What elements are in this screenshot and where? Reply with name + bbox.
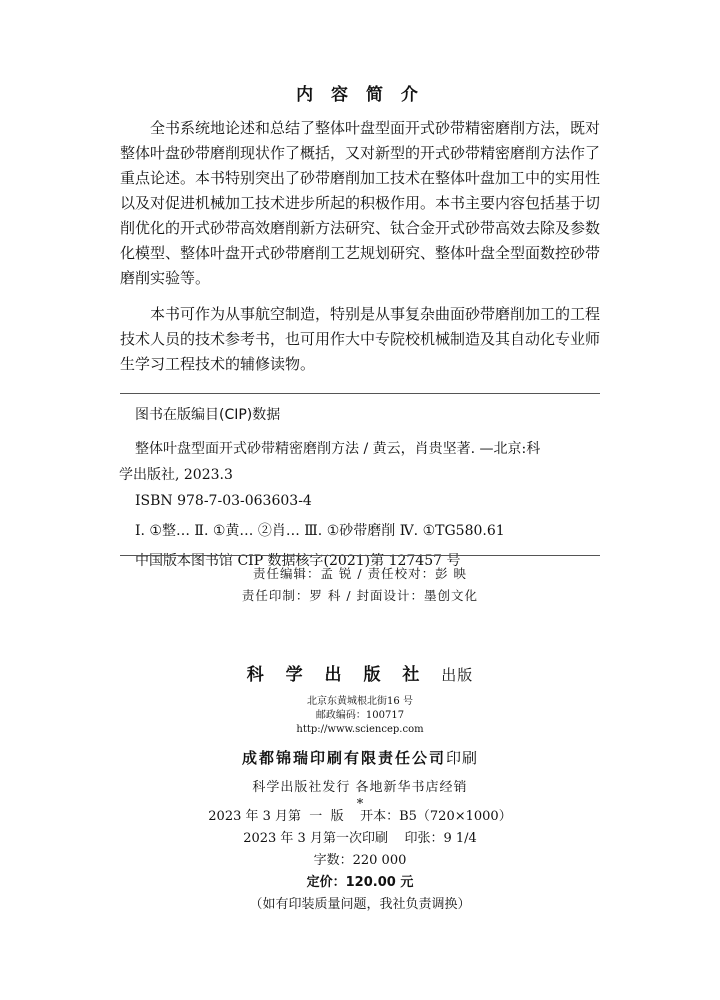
cip-entry-line1: 整体叶盘型面开式砂带精密磨削方法 / 黄云，肖贵坚著. —北京:科 — [135, 441, 541, 457]
cip-classification: Ⅰ. ①整… Ⅱ. ①黄… ②肖… Ⅲ. ①砂带磨削 Ⅳ. ①TG580.61 — [135, 523, 505, 539]
publisher-name-line — [0, 660, 720, 685]
summary-paragraph-1: 全书系统地论述和总结了整体叶盘型面开式砂带精密磨削方法，既对整体叶盘砂带磨削现状作了概括，又对新型的开式砂带精密磨削方法作了重点论述。本书特别突出了砂带磨削加工技术在整体叶盘加工中的实用性以及对促进机械加工技术进步所起的积极作用。本书主要内容包括基于切削优化的开式砂带高效磨削新方法研究、钛合金开式砂带高效去除及参数化模型、整体叶盘开式砂带磨削工艺规划研究、整体叶盘全型面数控砂带磨削实验等。 — [120, 119, 601, 287]
specs-block — [0, 806, 720, 916]
spec-edition: 2023 年 3 月第 一 版 开本：B5（720×1000） — [208, 809, 512, 824]
publisher-address: 北京东黄城根北街16 号 — [307, 696, 413, 707]
spec-word-count: 字数：220 000 — [313, 853, 407, 868]
cip-heading: 图书在版编目(CIP)数据 — [135, 407, 281, 423]
spec-printing: 2023 年 3 月第一次印刷 印张：9 1/4 — [243, 831, 477, 846]
printer-line — [0, 747, 720, 768]
publisher-suffix: 出版 — [441, 666, 474, 684]
cip-bottom-rule — [120, 555, 600, 556]
publisher-postcode: 邮政编码：100717 — [315, 710, 405, 721]
spec-price: 定价：120.00 元 — [306, 875, 414, 890]
summary-text — [120, 116, 600, 388]
summary-paragraph-2: 本书可作为从事航空制造，特别是从事复杂曲面砂带磨削加工的工程技术人员的技术参考书，也可用作大中专院校机械制造及其自动化专业师生学习工程技术的辅修读物。 — [120, 305, 601, 373]
credits-line2: 责任印制：罗 科 / 封面设计：墨创文化 — [241, 588, 479, 603]
publisher-name: 科 学 出 版 社 — [246, 665, 428, 685]
printer-name: 成都锦瑞印刷有限责任公司 — [241, 749, 446, 767]
printer-suffix: 印刷 — [446, 749, 479, 767]
publisher-block — [0, 660, 720, 812]
cip-isbn: ISBN 978-7-03-063603-4 — [135, 493, 312, 509]
distribution: 科学出版社发行 各地新华书店经销 — [252, 780, 468, 795]
spec-note: （如有印装质量问题，我社负责调换） — [249, 897, 471, 912]
credits-line1: 责任编辑：孟 锐 / 责任校对：彭 映 — [252, 566, 468, 581]
separator-star: * — [356, 797, 364, 812]
publisher-url: http://www.sciencep.com — [296, 724, 424, 735]
cip-entry-line2: 学出版社, 2023.3 — [119, 467, 233, 483]
cip-number: 中国版本图书馆 CIP 数据核字(2021)第 127457 号 — [135, 553, 461, 569]
summary-title: 内 容 简 介 — [296, 85, 424, 105]
cip-top-rule — [120, 393, 600, 394]
cip-block — [119, 402, 585, 574]
credits — [0, 563, 720, 607]
